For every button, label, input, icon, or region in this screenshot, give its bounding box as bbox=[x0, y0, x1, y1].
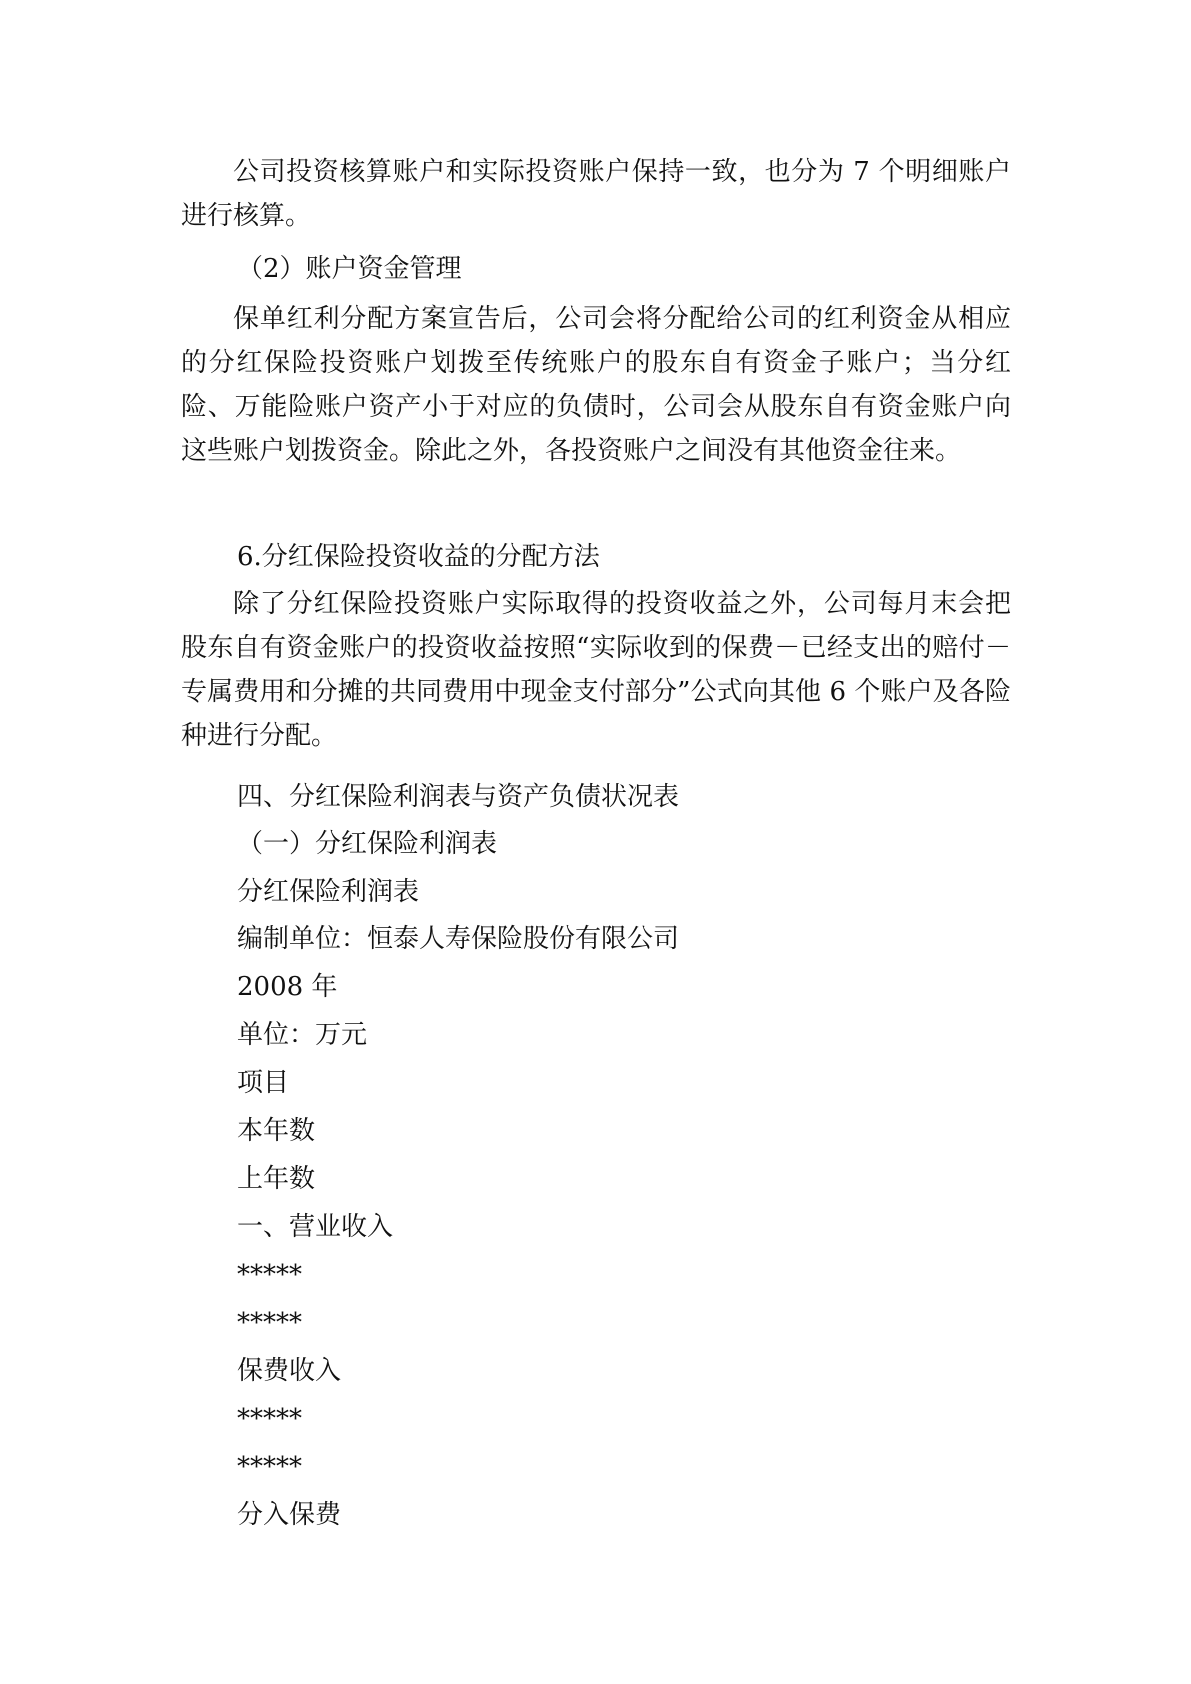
table-cell-previous: ***** bbox=[237, 1308, 302, 1338]
table-column-current: 本年数 bbox=[237, 1116, 316, 1146]
paragraph-fund-management: 保单红利分配方案宣告后，公司会将分配给公司的红利资金从相应的分红保险投资账户划拨至传统账户的股东自有资金子账户；当分红险、万能险账户资产小于对应的负债时，公司会从股东自有资金账户向这些账户划拨资金。除此之外，各投资账户之间没有其他资金往来。 bbox=[181, 304, 1011, 466]
table-row-label: 一、营业收入 bbox=[237, 1212, 394, 1242]
table-cell-current: ***** bbox=[237, 1404, 302, 1434]
subsection-heading: （一）分红保险利润表 bbox=[237, 829, 498, 859]
table-year: 2008 年 bbox=[237, 972, 338, 1002]
section-heading: 四、分红保险利润表与资产负债状况表 bbox=[237, 782, 680, 812]
table-title: 分红保险利润表 bbox=[237, 877, 420, 907]
table-company: 编制单位：恒泰人寿保险股份有限公司 bbox=[237, 924, 680, 954]
heading-income-distribution: 6.分红保险投资收益的分配方法 bbox=[237, 542, 600, 572]
paragraph-income-distribution: 除了分红保险投资账户实际取得的投资收益之外，公司每月末会把股东自有资金账户的投资收益按照“实际收到的保费－已经支出的赔付－专属费用和分摊的共同费用中现金支付部分”公式向其他 6 个账户及各险种进行分配。 bbox=[181, 589, 1011, 751]
paragraph-accounts: 公司投资核算账户和实际投资账户保持一致，也分为 7 个明细账户进行核算。 bbox=[181, 157, 1011, 231]
table-unit: 单位：万元 bbox=[237, 1020, 368, 1050]
table-cell-previous: ***** bbox=[237, 1452, 302, 1482]
table-cell-current: ***** bbox=[237, 1260, 302, 1290]
table-row-label: 分入保费 bbox=[237, 1500, 342, 1530]
table-row-label: 保费收入 bbox=[237, 1356, 342, 1386]
table-column-item: 项目 bbox=[237, 1068, 290, 1098]
heading-fund-management: （2）账户资金管理 bbox=[237, 254, 462, 284]
table-column-previous: 上年数 bbox=[237, 1164, 316, 1194]
